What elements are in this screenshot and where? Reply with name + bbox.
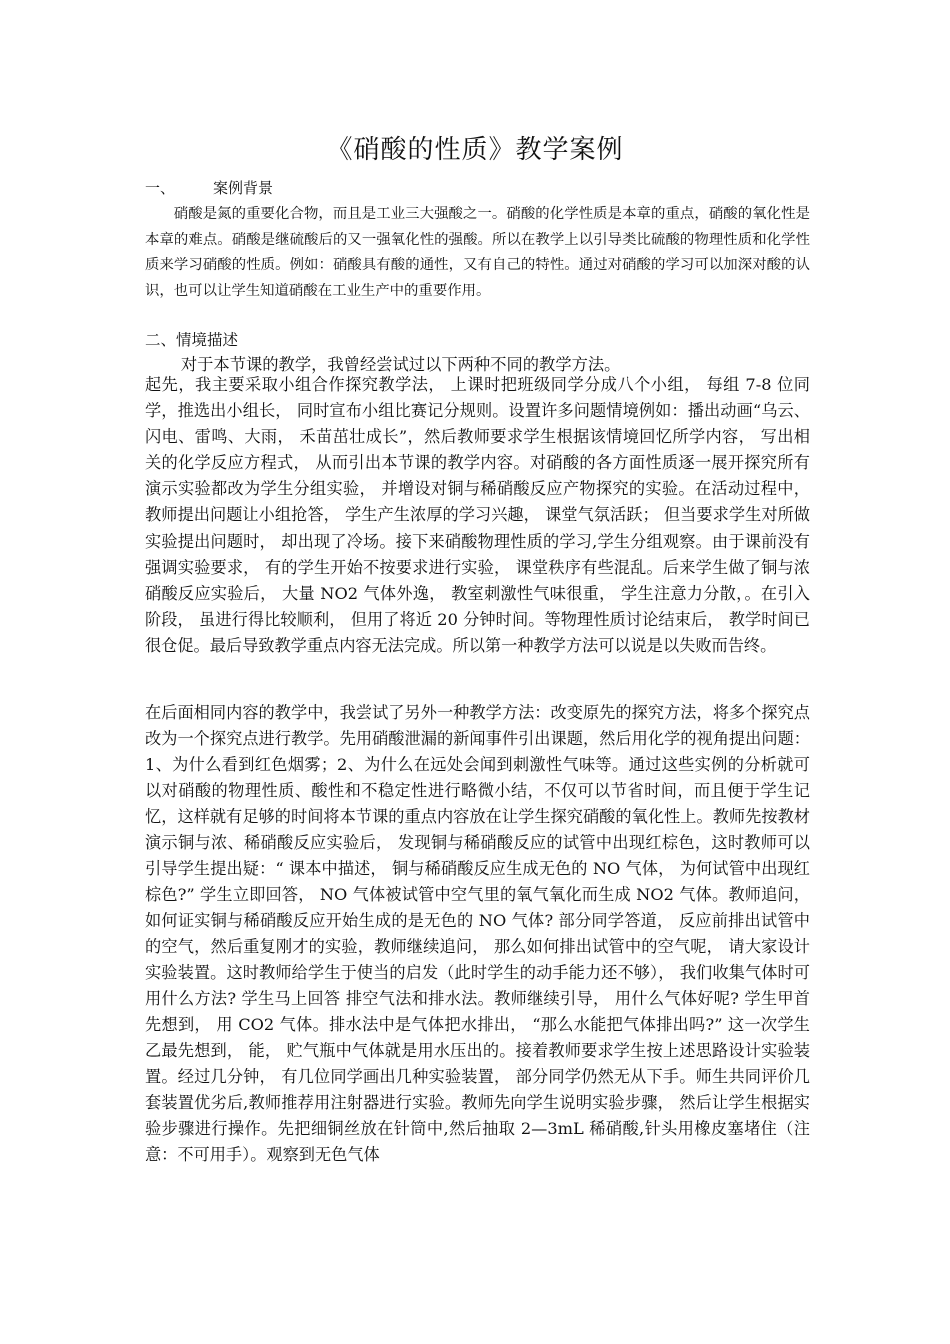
- section-2-paragraph-1: 起先，我主要采取小组合作探究教学法， 上课时把班级同学分成八个小组， 每组 7-8 位同学，推选出小组长， 同时宣布小组比赛记分规则。设置许多问题情境例如：播出动画“乌云、闪电、雷鸣、大雨， 禾苗茁壮成长”，然后教师要求学生根据该情境回忆所学内容， 写出相关的化学反应方程式， 从而引出本节课的教学内容。对硝酸的各方面性质逐一展开探究所有演示实验都改为学生分组实验， 并增设对铜与稀硝酸反应产物探究的实验。在活动过程中， 教师提出问题让小组抢答， 学生产生浓厚的学习兴趣， 课堂气氛活跃； 但当要求学生对所做实验提出问题时， 却出现了冷场。接下来硝酸物理性质的学习,学生分组观察。由于课前没有强调实验要求， 有的学生开始不按要求进行实验， 课堂秩序有些混乱。后来学生做了铜与浓硝酸反应实验后， 大量 NO2 气体外逸， 教室刺激性气味很重， 学生注意力分散，。在引入阶段， 虽进行得比较顺利， 但用了将近 20 分钟时间。等物理性质讨论结束后， 教学时间已很仓促。最后导致教学重点内容无法完成。所以第一种教学方法可以说是以失败而告终。: [145, 375, 810, 655]
- document-title: 《硝酸的性质》教学案例: [326, 135, 624, 165]
- section-1-heading: 案例背景: [213, 179, 274, 197]
- section-1-paragraph: 硝酸是氮的重要化合物，而且是工业三大强酸之一。硝酸的化学性质是本章的重点，硝酸的氧化性是本章的难点。硝酸是继硫酸后的又一强氧化性的强酸。所以在教学上以引导类比硫酸的物理性质和化学性质来学习硝酸的性质。例如：硝酸具有酸的通性，又有自己的特性。通过对硝酸的学习可以加深对酸的认识，也可以让学生知道硝酸在工业生产中的重要作用。: [145, 206, 810, 299]
- section-2-intro: 对于本节课的教学，我曾经尝试过以下两种不同的教学方法。: [180, 355, 621, 374]
- section-2-heading: 二、情境描述: [145, 331, 239, 349]
- section-1-number: 一、: [145, 179, 176, 197]
- section-2-paragraph-2: 在后面相同内容的教学中，我尝试了另外一种教学方法：改变原先的探究方法，将多个探究点改为一个探究点进行教学。先用硝酸泄漏的新闻事件引出课题，然后用化学的视角提出问题：1、为什么看到红色烟雾；2、为什么在远处会闻到刺激性气味等。通过这些实例的分析就可以对硝酸的物理性质、酸性和不稳定性进行略微小结，不仅可以节省时间，而且便于学生记忆，这样就有足够的时间将本节课的重点内容放在让学生探究硝酸的氧化性上。教师先按教材演示铜与浓、稀硝酸反应实验后， 发现铜与稀硝酸反应的试管中出现红棕色，这时教师可以引导学生提出疑：“ 课本中描述， 铜与稀硝酸反应生成无色的 NO 气体， 为何试管中出现红棕色?” 学生立即回答， NO 气体被试管中空气里的氧气氧化而生成 NO2 气体。教师追问， 如何证实铜与稀硝酸反应开始生成的是无色的 NO 气体? 部分同学答道， 反应前排出试管中的空气，然后重复刚才的实验，教师继续追问， 那么如何排出试管中的空气呢， 请大家设计实验装置。这时教师给学生于使当的启发（此时学生的动手能力还不够）， 我们收集气体时可用什么方法? 学生马上回答 排空气法和排水法。教师继续引导， 用什么气体好呢? 学生甲首先想到， 用 CO2 气体。排水法中是气体把水排出， “那么水能把气体排出吗?” 这一次学生乙最先想到， 能， 贮气瓶中气体就是用水压出的。接着教师要求学生按上述思路设计实验装置。经过几分钟， 有几位同学画出几种实验装置， 部分同学仍然无从下手。师生共同评价几套装置优劣后,教师推荐用注射器进行实验。教师先向学生说明实验步骤， 然后让学生根据实验步骤进行操作。先把细铜丝放在针筒中,然后抽取 2—3mL 稀硝酸,针头用橡皮塞堵住（注意：不可用手）。观察到无色气体: [145, 703, 810, 1164]
